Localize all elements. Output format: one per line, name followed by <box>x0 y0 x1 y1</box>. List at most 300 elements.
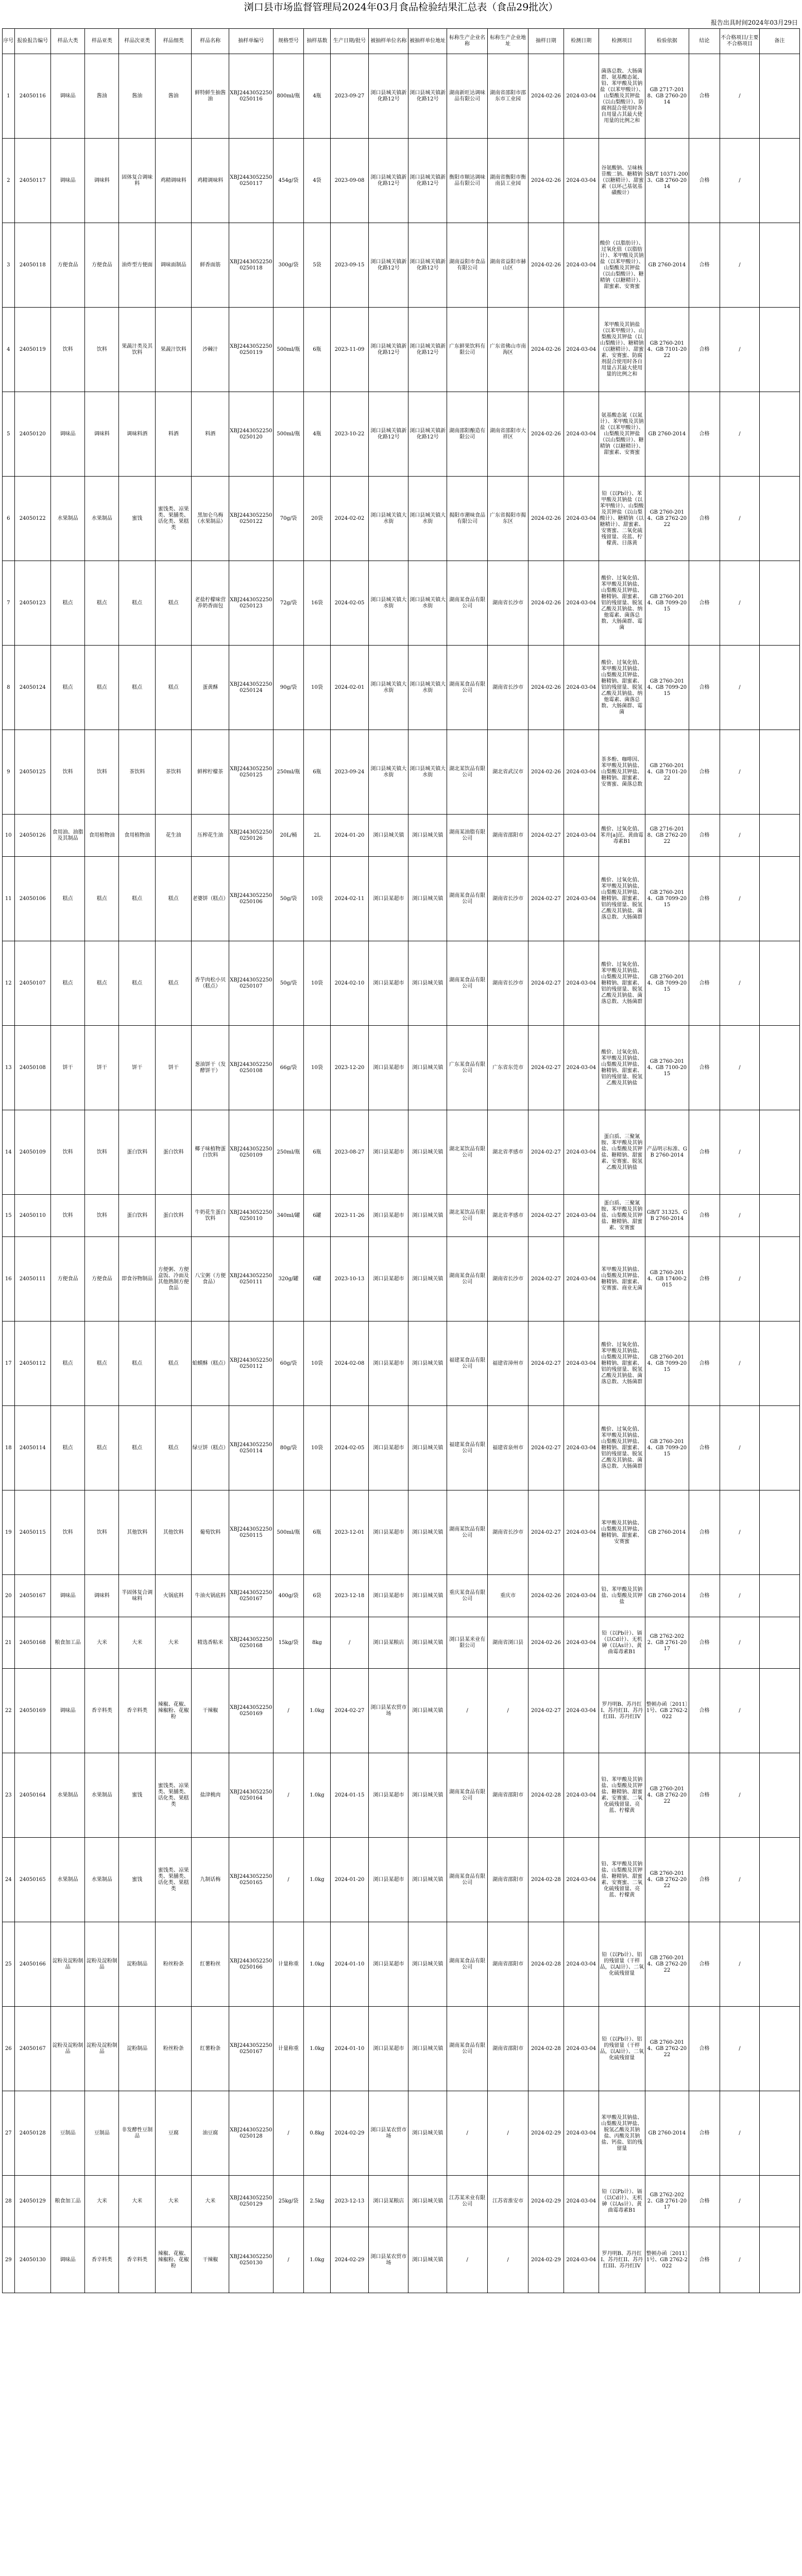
cell-note <box>759 477 799 561</box>
cell-c1: 食用油、油脂及其制品 <box>51 815 85 857</box>
cell-sampling-date: 2024-02-26 <box>528 1575 564 1617</box>
cell-c4: 火锅底料 <box>155 1575 192 1617</box>
cell-spec: 50g/袋 <box>273 941 304 1026</box>
cell-c4: 蛋白饮料 <box>155 1110 192 1195</box>
cell-base: 20袋 <box>304 477 330 561</box>
cell-base: 4瓶 <box>304 392 330 477</box>
cell-maker-addr: 湖北省武汉市 <box>488 730 528 815</box>
cell-name: 蛋黄酥 <box>192 646 229 730</box>
document-title: 浏口县市场监督管理局2024年03月食品检验结果汇总表（食品29批次） <box>244 2 558 13</box>
cell-c3: 蜜饯 <box>119 1838 156 1922</box>
cell-c3: 其他饮料 <box>119 1490 156 1575</box>
cell-no: 11 <box>3 857 15 941</box>
cell-test-date: 2024-03-04 <box>564 1490 599 1575</box>
cell-maker: 衡阳市顺达调味品有限公司 <box>447 139 488 223</box>
cell-sampling-date: 2024-02-28 <box>528 1838 564 1922</box>
cell-addr: 浏口县城关镇新化路12号 <box>408 223 447 308</box>
cell-name: 椰子味植物蛋白饮料 <box>192 1110 229 1195</box>
cell-spec: 15kg/袋 <box>273 1617 304 1669</box>
cell-addr: 浏口县城关镇 <box>408 815 447 857</box>
cell-no: 29 <box>3 2227 15 2293</box>
cell-c4: 方便粥、方便盒饭、冷面及其他熟制方便食品 <box>155 1237 192 1321</box>
cell-report: 24050117 <box>14 139 51 223</box>
cell-result: 合格 <box>689 815 720 857</box>
cell-c2: 糕点 <box>85 941 119 1026</box>
cell-c1: 淀粉及淀粉制品 <box>51 2007 85 2091</box>
cell-test-date: 2024-03-04 <box>564 1617 599 1669</box>
cell-name: 大米 <box>192 2176 229 2227</box>
cell-items: 酸价、过氧化值、苯甲酸及其钠盐、山梨酸及其钾盐、糖精钠、甜蜜素、铝的残留量、脱氢乙酸及其钠盐、菌落总数、大肠菌群 <box>599 1321 645 1406</box>
cell-addr: 浏口县城关镇新化路12号 <box>408 139 447 223</box>
cell-base: 5袋 <box>304 223 330 308</box>
cell-sample-no: XBJ24430522500250123 <box>229 561 273 646</box>
cell-bad: / <box>720 2227 759 2293</box>
table-row <box>3 815 800 857</box>
column-header: 备注 <box>759 29 799 54</box>
cell-sample-no: XBJ24430522500250122 <box>229 477 273 561</box>
cell-date: 2024-02-02 <box>330 477 369 561</box>
cell-name: 葱油饼干（发酵饼干） <box>192 1026 229 1110</box>
cell-c3: 即食谷物制品 <box>119 1237 156 1321</box>
cell-items: 酸价、过氧化值、苯甲酸及其钠盐、山梨酸及其钾盐、糖精钠、甜蜜素、铝的残留量、脱氢乙酸及其钠盐、纳他霉素、菌落总数、大肠菌群、霉菌 <box>599 646 645 730</box>
table-row <box>3 1026 800 1110</box>
cell-c2: 方便食品 <box>85 1237 119 1321</box>
cell-c4: 茶饮料 <box>155 730 192 815</box>
cell-date: 2024-02-27 <box>330 1669 369 1753</box>
cell-bad: / <box>720 139 759 223</box>
cell-c4: 豆腐 <box>155 2091 192 2176</box>
cell-unit: 浏口县某超市 <box>369 1838 408 1922</box>
cell-test-date: 2024-03-04 <box>564 1669 599 1753</box>
cell-basis: GB 2760-2014 <box>645 1490 689 1575</box>
cell-test-date: 2024-03-04 <box>564 139 599 223</box>
cell-unit: 浏口县某超市 <box>369 1922 408 2007</box>
cell-sample-no: XBJ24430522500250164 <box>229 1753 273 1838</box>
cell-note <box>759 2007 799 2091</box>
cell-unit: 浏口县城关镇新化路12号 <box>369 223 408 308</box>
cell-test-date: 2024-03-04 <box>564 1321 599 1406</box>
cell-c1: 粮食加工品 <box>51 1617 85 1669</box>
cell-no: 13 <box>3 1026 15 1110</box>
cell-maker-addr: / <box>488 2091 528 2176</box>
cell-bad: / <box>720 2007 759 2091</box>
cell-items: 谷氨酸钠、呈味核苷酸二钠、糖精钠（以糖精计）、甜蜜素（以环己基氨基磺酸计） <box>599 139 645 223</box>
cell-c2: 方便食品 <box>85 223 119 308</box>
cell-unit: 浏口县某超市 <box>369 857 408 941</box>
cell-spec: 80g/袋 <box>273 1406 304 1490</box>
cell-sample-no: XBJ24430522500250114 <box>229 1406 273 1490</box>
cell-report: 24050112 <box>14 1321 51 1406</box>
table-row <box>3 1490 800 1575</box>
cell-c2: 豆制品 <box>85 2091 119 2176</box>
cell-c1: 水果制品 <box>51 477 85 561</box>
cell-spec: 500ml/瓶 <box>273 1490 304 1575</box>
cell-items: 蛋白质、三聚氰胺、苯甲酸及其钠盐、山梨酸及其钾盐、糖精钠、甜蜜素、安赛蜜、脱氢乙酸及其钠盐 <box>599 1110 645 1195</box>
cell-no: 23 <box>3 1753 15 1838</box>
cell-c3: 油炸型方便面 <box>119 223 156 308</box>
cell-test-date: 2024-03-04 <box>564 2227 599 2293</box>
cell-sampling-date: 2024-02-27 <box>528 857 564 941</box>
cell-addr: 浏口县城关镇 <box>408 1753 447 1838</box>
cell-base: 2.5kg <box>304 2176 330 2227</box>
cell-base: 6瓶 <box>304 308 330 392</box>
cell-items: 酸价（以脂肪计）、过氧化值（以脂肪计）、苯甲酸及其钠盐（以苯甲酸计）、山梨酸及其钾盐（以山梨酸计）、糖精钠（以糖精计）、甜蜜素、安赛蜜 <box>599 223 645 308</box>
cell-c2: 糕点 <box>85 561 119 646</box>
cell-base: 10袋 <box>304 1026 330 1110</box>
cell-base: 6罐 <box>304 1195 330 1237</box>
cell-c1: 糕点 <box>51 1321 85 1406</box>
cell-spec: / <box>273 1669 304 1753</box>
cell-c4: 大米 <box>155 1617 192 1669</box>
cell-result: 合格 <box>689 392 720 477</box>
cell-maker-addr: / <box>488 1669 528 1753</box>
table-row <box>3 857 800 941</box>
cell-unit: 浏口县城关镇大水街 <box>369 561 408 646</box>
cell-c3: 香辛料类 <box>119 1669 156 1753</box>
cell-items: 酸价、过氧化值、苯并[a]芘、黄曲霉毒素B1 <box>599 815 645 857</box>
cell-c4: 其他饮料 <box>155 1490 192 1575</box>
cell-spec: 454g/袋 <box>273 139 304 223</box>
cell-bad: / <box>720 223 759 308</box>
cell-addr: 浏口县城关镇 <box>408 1838 447 1922</box>
cell-note <box>759 730 799 815</box>
cell-basis: GB 2760-2014、GB 7099-2015 <box>645 646 689 730</box>
cell-name: 八宝粥（方便食品） <box>192 1237 229 1321</box>
cell-result: 合格 <box>689 1406 720 1490</box>
cell-bad: / <box>720 1753 759 1838</box>
cell-maker: 湖南某油脂有限公司 <box>447 815 488 857</box>
cell-note <box>759 1922 799 2007</box>
cell-no: 7 <box>3 561 15 646</box>
cell-base: 4袋 <box>304 139 330 223</box>
cell-test-date: 2024-03-04 <box>564 392 599 477</box>
cell-base: 2L <box>304 815 330 857</box>
cell-c2: 糕点 <box>85 1321 119 1406</box>
cell-name: 牛奶花生蛋白饮料 <box>192 1195 229 1237</box>
cell-c1: 糕点 <box>51 561 85 646</box>
table-row <box>3 1406 800 1490</box>
cell-addr: 浏口县城关镇 <box>408 1195 447 1237</box>
cell-c3: 非发酵性豆制品 <box>119 2091 156 2176</box>
cell-date: 2023-12-20 <box>330 1026 369 1110</box>
cell-c3: 蜜饯 <box>119 477 156 561</box>
cell-unit: 浏口县某农贸市场 <box>369 2227 408 2293</box>
cell-items: 铅（以Pb计）、铝的残留量（干样品，以Al计）、二氧化硫残留量 <box>599 1922 645 2007</box>
cell-base: 1.0kg <box>304 2227 330 2293</box>
cell-date: 2023-09-08 <box>330 139 369 223</box>
cell-unit: 浏口县某农贸市场 <box>369 1669 408 1753</box>
table-row <box>3 1669 800 1753</box>
cell-maker-addr: 湖南省邵阳市大祥区 <box>488 392 528 477</box>
cell-result: 合格 <box>689 139 720 223</box>
cell-c2: 调味料 <box>85 392 119 477</box>
cell-basis: GB 2760-2014、GB 7099-2015 <box>645 941 689 1026</box>
cell-name: 黑加仑乌梅（水果制品） <box>192 477 229 561</box>
cell-report: 24050120 <box>14 392 51 477</box>
cell-base: 1.0kg <box>304 1922 330 2007</box>
cell-items: 酸价、过氧化值、苯甲酸及其钠盐、山梨酸及其钾盐、糖精钠、甜蜜素、铝的残留量、脱氢乙酸及其钠盐、纳他霉素、菌落总数、大肠菌群、霉菌 <box>599 561 645 646</box>
cell-result: 合格 <box>689 54 720 139</box>
cell-maker-addr: 福建省漳州市 <box>488 1321 528 1406</box>
cell-maker: 湖南某食品有限公司 <box>447 1753 488 1838</box>
cell-maker: / <box>447 2227 488 2293</box>
cell-spec: / <box>273 2227 304 2293</box>
cell-spec: 500ml/瓶 <box>273 392 304 477</box>
cell-sample-no: XBJ24430522500250108 <box>229 1026 273 1110</box>
cell-maker: / <box>447 2091 488 2176</box>
cell-c2: 水果制品 <box>85 477 119 561</box>
cell-result: 合格 <box>689 1753 720 1838</box>
cell-items: 酸价、过氧化值、苯甲酸及其钠盐、山梨酸及其钾盐、糖精钠、甜蜜素、铝的残留量、脱氢乙酸及其钠盐、菌落总数、大肠菌群 <box>599 941 645 1026</box>
cell-basis: 整顿办函〔2011〕1号、GB 2762-2022 <box>645 2227 689 2293</box>
cell-c2: 大米 <box>85 1617 119 1669</box>
cell-no: 9 <box>3 730 15 815</box>
cell-c4: 糕点 <box>155 1321 192 1406</box>
cell-maker: 湖南益阳市食品有限公司 <box>447 223 488 308</box>
cell-addr: 浏口县城关镇大水街 <box>408 646 447 730</box>
cell-c4: 辣椒、花椒、辣椒粉、花椒粉 <box>155 1669 192 1753</box>
cell-basis: GB 2760-2014、GB 17400-2015 <box>645 1237 689 1321</box>
cell-sampling-date: 2024-02-26 <box>528 308 564 392</box>
cell-no: 28 <box>3 2176 15 2227</box>
cell-base: 1.0kg <box>304 1669 330 1753</box>
cell-base: 1.0kg <box>304 1838 330 1922</box>
cell-date: 2024-02-10 <box>330 941 369 1026</box>
cell-date: 2023-11-26 <box>330 1195 369 1237</box>
cell-sampling-date: 2024-02-27 <box>528 1195 564 1237</box>
cell-sample-no: XBJ24430522500250120 <box>229 392 273 477</box>
cell-c3: 果蔬汁类及其饮料 <box>119 308 156 392</box>
cell-bad: / <box>720 477 759 561</box>
cell-report: 24050169 <box>14 1669 51 1753</box>
cell-bad: / <box>720 308 759 392</box>
cell-sampling-date: 2024-02-26 <box>528 477 564 561</box>
cell-date: 2023-12-13 <box>330 2176 369 2227</box>
cell-note <box>759 2227 799 2293</box>
cell-no: 24 <box>3 1838 15 1922</box>
cell-name: 干辣椒 <box>192 2227 229 2293</box>
cell-sampling-date: 2024-02-26 <box>528 139 564 223</box>
cell-c3: 糕点 <box>119 1321 156 1406</box>
cell-sampling-date: 2024-02-27 <box>528 1110 564 1195</box>
column-header: 不合格项目/主要不合格项目 <box>720 29 759 54</box>
cell-addr: 浏口县城关镇 <box>408 1617 447 1669</box>
cell-name: 鲜榨柠檬茶 <box>192 730 229 815</box>
cell-c4: 饼干 <box>155 1026 192 1110</box>
cell-c1: 饮料 <box>51 730 85 815</box>
cell-maker: 江苏某米业有限公司 <box>447 2176 488 2227</box>
cell-c1: 饮料 <box>51 308 85 392</box>
cell-maker-addr: 湖南省浏口县 <box>488 1617 528 1669</box>
cell-result: 合格 <box>689 223 720 308</box>
cell-maker-addr: 湖南省邵阳市 <box>488 2007 528 2091</box>
cell-addr: 浏口县城关镇 <box>408 1669 447 1753</box>
cell-sampling-date: 2024-02-29 <box>528 2227 564 2293</box>
cell-sample-no: XBJ24430522500250115 <box>229 1490 273 1575</box>
cell-no: 8 <box>3 646 15 730</box>
cell-c4: 花生油 <box>155 815 192 857</box>
cell-date: 2024-01-20 <box>330 1838 369 1922</box>
cell-bad: / <box>720 1110 759 1195</box>
cell-addr: 浏口县城关镇 <box>408 2176 447 2227</box>
cell-name: 葡萄饮料 <box>192 1490 229 1575</box>
cell-c4: 蜜饯类、凉果类、果脯类、话化类、果糕类 <box>155 1753 192 1838</box>
cell-test-date: 2024-03-04 <box>564 1195 599 1237</box>
cell-c3: 半固体复合调味料 <box>119 1575 156 1617</box>
cell-addr: 浏口县城关镇大水街 <box>408 561 447 646</box>
cell-name: 料酒 <box>192 392 229 477</box>
cell-spec: 66g/袋 <box>273 1026 304 1110</box>
cell-unit: 浏口县某超市 <box>369 2007 408 2091</box>
cell-result: 合格 <box>689 857 720 941</box>
cell-sample-no: XBJ24430522500250107 <box>229 941 273 1026</box>
cell-c2: 香辛料类 <box>85 1669 119 1753</box>
cell-test-date: 2024-03-04 <box>564 477 599 561</box>
cell-maker: 湖南新旺达调味品有限公司 <box>447 54 488 139</box>
cell-sampling-date: 2024-02-27 <box>528 1321 564 1406</box>
table-row <box>3 1575 800 1617</box>
cell-basis: GB 2760-2014、GB 7099-2015 <box>645 1321 689 1406</box>
cell-report: 24050118 <box>14 223 51 308</box>
cell-bad: / <box>720 1195 759 1237</box>
cell-maker: 湖北某饮品有限公司 <box>447 730 488 815</box>
cell-report: 24050122 <box>14 477 51 561</box>
cell-note <box>759 561 799 646</box>
cell-c1: 糕点 <box>51 646 85 730</box>
cell-basis: GB 2760-2014、GB 2762-2022 <box>645 2007 689 2091</box>
cell-spec: 20L/桶 <box>273 815 304 857</box>
cell-bad: / <box>720 1838 759 1922</box>
report-date: 报告出具时间2024年03月29日 <box>710 19 798 26</box>
column-header: 抽样基数 <box>304 29 330 54</box>
cell-test-date: 2024-03-04 <box>564 857 599 941</box>
table-row <box>3 2007 800 2091</box>
cell-items: 酸价、过氧化值、苯甲酸及其钠盐、山梨酸及其钾盐、糖精钠、甜蜜素、铝的残留量、脱氢乙酸及其钠盐、菌落总数、大肠菌群 <box>599 857 645 941</box>
cell-c2: 糕点 <box>85 1406 119 1490</box>
cell-maker: 湖南某食品有限公司 <box>447 646 488 730</box>
cell-maker: 湖南某食品有限公司 <box>447 1922 488 2007</box>
cell-addr: 浏口县城关镇新化路12号 <box>408 308 447 392</box>
cell-result: 合格 <box>689 646 720 730</box>
cell-no: 3 <box>3 223 15 308</box>
cell-c2: 饼干 <box>85 1026 119 1110</box>
cell-maker: 重庆某食品有限公司 <box>447 1575 488 1617</box>
cell-bad: / <box>720 1026 759 1110</box>
cell-maker: 湖北某饮品有限公司 <box>447 1195 488 1237</box>
cell-c1: 调味品 <box>51 54 85 139</box>
cell-sampling-date: 2024-02-26 <box>528 646 564 730</box>
cell-spec: / <box>273 1753 304 1838</box>
cell-note <box>759 1195 799 1237</box>
cell-base: 6瓶 <box>304 1110 330 1195</box>
cell-maker: 湖南某食品有限公司 <box>447 1838 488 1922</box>
cell-date: 2024-02-05 <box>330 561 369 646</box>
cell-sampling-date: 2024-02-29 <box>528 2091 564 2176</box>
cell-report: 24050106 <box>14 857 51 941</box>
cell-test-date: 2024-03-04 <box>564 1838 599 1922</box>
cell-maker-addr: 湖南省邵阳市 <box>488 1753 528 1838</box>
cell-bad: / <box>720 2091 759 2176</box>
cell-date: 2024-01-20 <box>330 815 369 857</box>
column-header: 样品细类 <box>155 29 192 54</box>
column-header: 抽样单编号 <box>229 29 273 54</box>
cell-unit: 浏口县城关镇新化路12号 <box>369 54 408 139</box>
cell-result: 合格 <box>689 1321 720 1406</box>
cell-test-date: 2024-03-04 <box>564 1575 599 1617</box>
cell-sample-no: XBJ24430522500250118 <box>229 223 273 308</box>
table-row <box>3 1237 800 1321</box>
cell-no: 1 <box>3 54 15 139</box>
cell-basis: GB 2760-2014、GB 2762-2022 <box>645 1922 689 2007</box>
cell-note <box>759 646 799 730</box>
cell-c3: 糕点 <box>119 1406 156 1490</box>
cell-note <box>759 1026 799 1110</box>
cell-result: 合格 <box>689 1490 720 1575</box>
cell-no: 26 <box>3 2007 15 2091</box>
cell-basis: GB 2760-2014、GB 7099-2015 <box>645 1406 689 1490</box>
cell-maker-addr: 湖南省邵阳市邵东市工业园 <box>488 54 528 139</box>
table-row <box>3 1753 800 1838</box>
cell-basis: GB 2760-2014 <box>645 1575 689 1617</box>
table-row <box>3 1321 800 1406</box>
cell-unit: 浏口县某超市 <box>369 1195 408 1237</box>
cell-sample-no: XBJ24430522500250129 <box>229 2176 273 2227</box>
cell-sampling-date: 2024-02-27 <box>528 815 564 857</box>
cell-name: 九制话梅 <box>192 1838 229 1922</box>
cell-c2: 饮料 <box>85 1110 119 1195</box>
cell-unit: 浏口县某超市 <box>369 1406 408 1490</box>
cell-note <box>759 815 799 857</box>
cell-spec: 25kg/袋 <box>273 2176 304 2227</box>
column-header: 报验报告编号 <box>14 29 51 54</box>
cell-bad: / <box>720 1490 759 1575</box>
cell-sample-no: XBJ24430522500250124 <box>229 646 273 730</box>
cell-maker-addr: / <box>488 2227 528 2293</box>
column-header: 规格型号 <box>273 29 304 54</box>
cell-report: 24050110 <box>14 1195 51 1237</box>
cell-result: 合格 <box>689 2091 720 2176</box>
cell-items: 苯甲酸及其钠盐、山梨酸及其钾盐、糖精钠、甜蜜素、安赛蜜、商业无菌 <box>599 1237 645 1321</box>
cell-spec: 250ml/瓶 <box>273 1110 304 1195</box>
cell-c2: 大米 <box>85 2176 119 2227</box>
cell-c4: 料酒 <box>155 392 192 477</box>
cell-c1: 糕点 <box>51 857 85 941</box>
cell-unit: 浏口县某粮店 <box>369 1617 408 1669</box>
cell-c3: 固体复合调味料 <box>119 139 156 223</box>
cell-basis: 整顿办函〔2011〕1号、GB 2762-2022 <box>645 1669 689 1753</box>
cell-note <box>759 1838 799 1922</box>
cell-c3: 糕点 <box>119 941 156 1026</box>
cell-test-date: 2024-03-04 <box>564 815 599 857</box>
cell-report: 24050164 <box>14 1753 51 1838</box>
cell-c4: 辣椒、花椒、辣椒粉、花椒粉 <box>155 2227 192 2293</box>
cell-note <box>759 2176 799 2227</box>
cell-items: 罗丹明B、苏丹红I、苏丹红II、苏丹红III、苏丹红IV <box>599 1669 645 1753</box>
column-header: 样品大类 <box>51 29 85 54</box>
cell-basis: GB 2762-2022、GB 2761-2017 <box>645 2176 689 2227</box>
cell-date: 2023-10-22 <box>330 392 369 477</box>
cell-c3: 蛋白饮料 <box>119 1110 156 1195</box>
cell-maker-addr: 重庆市 <box>488 1575 528 1617</box>
cell-date: 2023-09-24 <box>330 730 369 815</box>
cell-items: 苯甲酸及其钠盐、山梨酸及其钾盐、糖精钠、甜蜜素、安赛蜜 <box>599 1490 645 1575</box>
cell-report: 24050165 <box>14 1838 51 1922</box>
cell-c4: 糕点 <box>155 1406 192 1490</box>
cell-bad: / <box>720 1669 759 1753</box>
cell-basis: GB 2760-2014、GB 7101-2022 <box>645 730 689 815</box>
table-row <box>3 477 800 561</box>
cell-maker-addr: 湖南省邵阳市 <box>488 1922 528 2007</box>
